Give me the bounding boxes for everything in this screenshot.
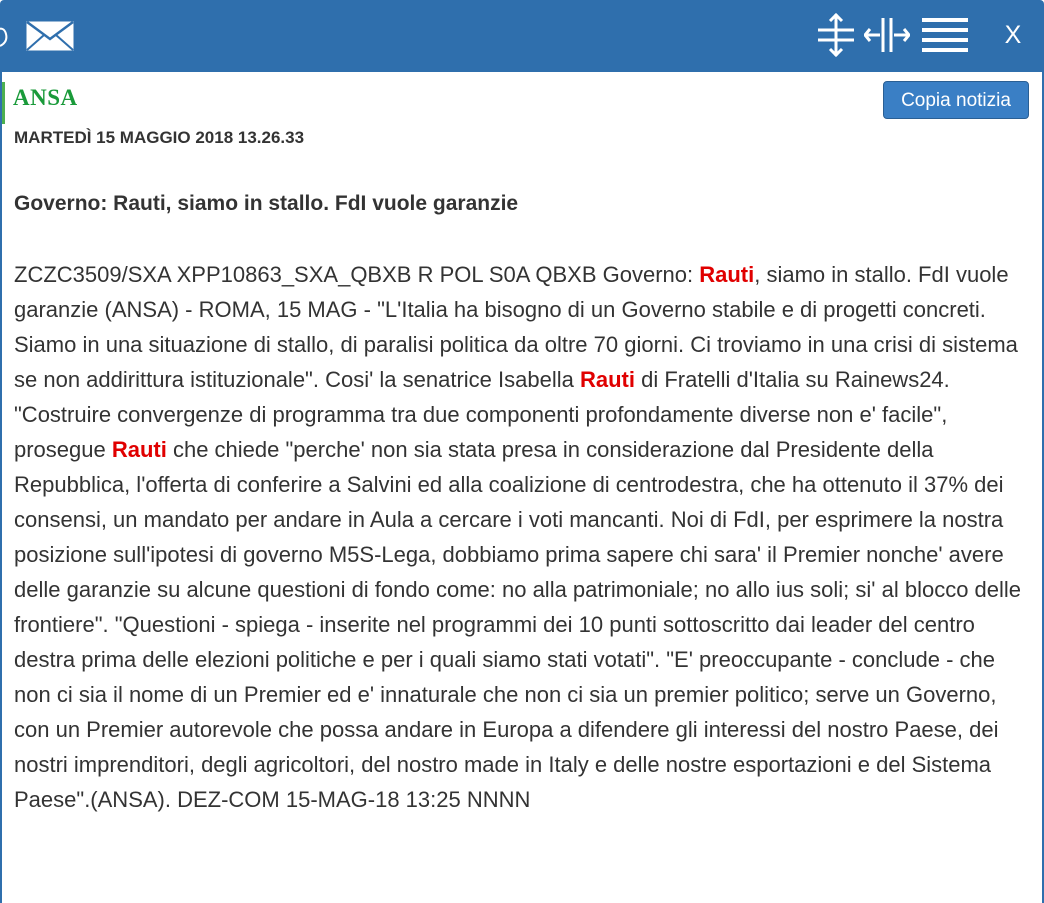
mail-icon[interactable] — [26, 21, 74, 51]
body-text-segment: di Fratelli d'Italia su Rainews24. "Costruire convergenze di programma tra due componenti profondamente diverse non e' facile", prosegue — [14, 367, 950, 462]
paperclip-icon[interactable] — [0, 24, 14, 54]
source-logo: ANSA — [13, 85, 78, 110]
body-text-segment: ZCZC3509/SXA XPP10863_SXA_QBXB R POL S0A QBXB Governo: — [14, 262, 700, 287]
body-text-segment: che chiede "perche' non sia stata presa in considerazione dal Presidente della Repubblica, l'offerta di conferire a Salvini ed alla coalizione di centrodestra, che ha ottenuto il 37% dei consensi, un mandato per andare in Aula a cercare i voti mancanti. Noi di FdI, per esprimere la nostra posizione sull'ipotesi di governo M5S-Lega, dobbiamo prima sapere chi sara' il Premier nonche' avere delle garanzie su alcune questioni di fondo come: no alla patrimoniale; no allo ius soli; si' al blocco delle frontiere". "Questioni - spiega - inserite nel programmi dei 10 punti sottoscritto dai leader del centro destra prima delle elezioni politiche e per i quali siamo stati votati". "E' preoccupante - conclude - che non ci sia il nome di un Premier ed e' innaturale che non ci sia un premier politico; serve un Governo, con un Premier autorevole che possa andare in Europa a difendere gli interessi del nostro Paese, dei nostri imprenditori, degli agricoltori, del nostro made in Italy e delle nostre esportazioni e del Sistema Paese".(ANSA). DEZ-COM 15-MAG-18 13:25 NNNN — [14, 437, 1022, 812]
highlighted-term: Rauti — [111, 437, 167, 462]
toolbar — [0, 0, 1044, 72]
source-indicator — [2, 82, 5, 124]
close-button[interactable]: X — [1004, 21, 1022, 49]
highlighted-term: Rauti — [579, 367, 635, 392]
highlighted-term: Rauti — [699, 262, 755, 287]
article-headline: Governo: Rauti, siamo in stallo. FdI vuole garanzie — [14, 192, 519, 215]
split-horizontal-icon[interactable] — [864, 16, 910, 54]
copy-news-button[interactable]: Copia notizia — [883, 81, 1029, 119]
article-body — [14, 257, 1034, 817]
expand-vertical-icon[interactable] — [816, 13, 856, 57]
dateline: MARTEDÌ 15 MAGGIO 2018 13.26.33 — [14, 128, 305, 147]
article-panel — [0, 72, 1044, 903]
menu-lines-icon[interactable] — [921, 16, 969, 56]
body-text-segment: , siamo in stallo. FdI vuole garanzie (ANSA) - ROMA, 15 MAG - "L'Italia ha bisogno di un Governo stabile e di progetti concreti. Siamo in una situazione di stallo, di paralisi politica da oltre 70 giorni. Ci troviamo in una crisi di sistema se non addirittura istituzionale". Cosi' la senatrice Isabella — [14, 262, 1018, 392]
